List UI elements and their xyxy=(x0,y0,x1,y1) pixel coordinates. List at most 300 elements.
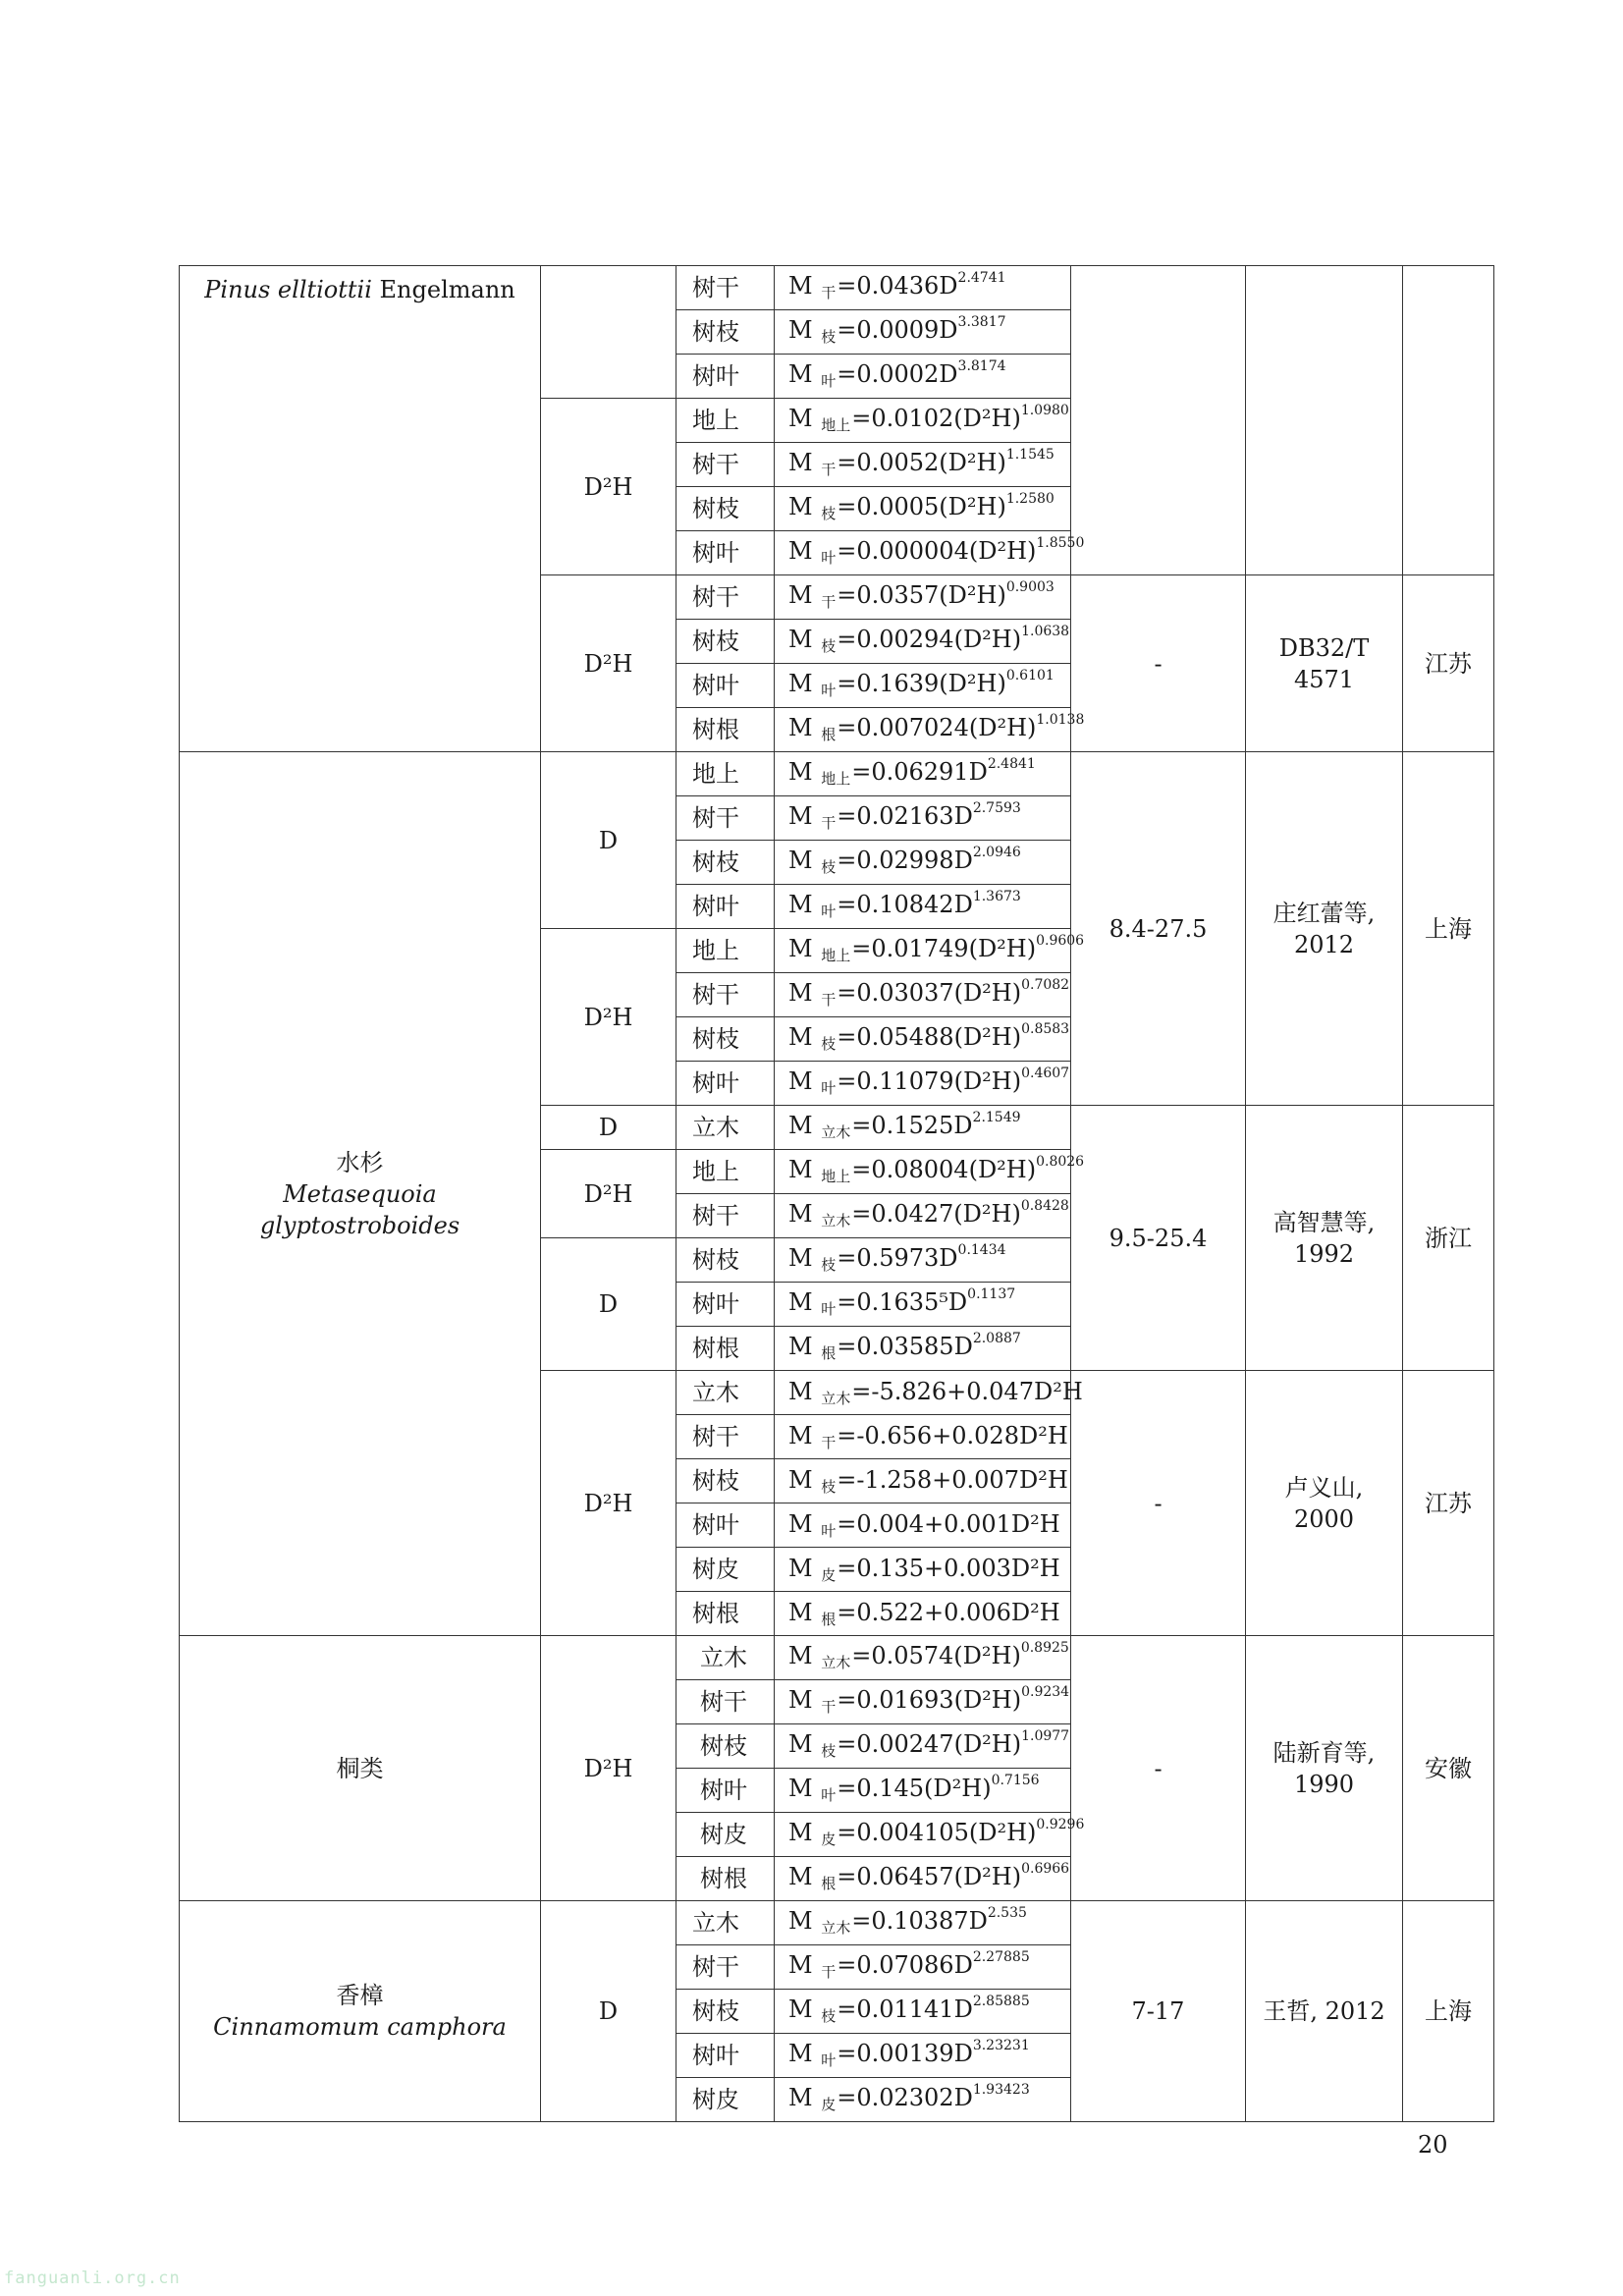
equation-cell xyxy=(775,443,1071,487)
equation-cell xyxy=(775,2078,1071,2122)
part-cell: 树干 xyxy=(676,266,775,310)
equation-cell xyxy=(775,1813,1085,1857)
part-cell: 树叶 xyxy=(676,2034,775,2078)
dbh-range-cell xyxy=(1071,1636,1246,1901)
equation-cell xyxy=(775,1945,1071,1990)
region-cell: 安徽 xyxy=(1403,1636,1494,1901)
equation-body: =0.07086D xyxy=(837,1951,973,1979)
equation-body: =0.00294(D²H) xyxy=(837,626,1022,653)
equation-body: =0.10842D xyxy=(837,891,973,918)
equation-body: =0.145(D²H) xyxy=(837,1775,992,1802)
equation-cell xyxy=(775,796,1071,841)
equation-subscript: 枝 xyxy=(821,2007,837,2025)
part-cell: 树叶 xyxy=(676,355,775,399)
equation-cell xyxy=(775,1636,1071,1680)
variable-cell: D²H xyxy=(541,399,676,575)
equation-cell xyxy=(775,1283,1071,1327)
part-cell: 地上 xyxy=(676,929,775,973)
equation-exponent: 0.6966 xyxy=(1021,1861,1070,1877)
species-latin-genus: Pinus elltiottii xyxy=(204,276,372,303)
equation-cell xyxy=(775,575,1071,620)
equation-subscript: 根 xyxy=(821,726,837,743)
region-cell: 浙江 xyxy=(1403,1106,1494,1371)
equation-symbol: M xyxy=(788,1863,821,1890)
equation-exponent: 1.3673 xyxy=(972,889,1021,904)
equation-cell xyxy=(775,929,1085,973)
equation-exponent: 2.85885 xyxy=(972,1994,1030,2009)
equation-cell xyxy=(775,885,1071,929)
equation-subscript: 立木 xyxy=(821,1654,851,1671)
region-cell: 江苏 xyxy=(1403,1371,1494,1636)
source-text: 庄红蕾等, xyxy=(1272,899,1376,927)
variable-cell: D²H xyxy=(541,575,676,752)
equation-exponent: 0.8925 xyxy=(1020,1640,1069,1656)
equation-cell xyxy=(775,531,1085,575)
equation-body: =-0.656+0.028D²H xyxy=(837,1421,1068,1449)
equation-symbol: M xyxy=(788,1775,821,1802)
equation-exponent: 1.93423 xyxy=(972,2082,1030,2098)
equation-body: =0.0102(D²H) xyxy=(851,405,1021,432)
dbh-range-cell xyxy=(1071,1371,1246,1636)
species-cell xyxy=(180,752,541,1636)
equation-body: =0.5973D xyxy=(837,1244,958,1272)
dbh-range-text: 9.5-25.4 xyxy=(1109,1224,1208,1252)
equation-body: =0.11079(D²H) xyxy=(837,1067,1022,1095)
equation-subscript: 皮 xyxy=(821,2096,837,2113)
watermark: fanguanli.org.cn xyxy=(4,2269,181,2288)
equation-cell xyxy=(775,266,1071,310)
equation-symbol: M xyxy=(788,670,821,697)
part-cell: 树枝 xyxy=(676,1724,775,1769)
equation-cell xyxy=(775,1503,1071,1548)
equation-subscript: 根 xyxy=(821,1610,837,1628)
part-cell: 树根 xyxy=(676,1592,775,1636)
equation-subscript: 叶 xyxy=(821,549,837,567)
equation-exponent: 2.1549 xyxy=(972,1110,1021,1125)
equation-subscript: 叶 xyxy=(821,1521,837,1540)
equation-subscript: 立木 xyxy=(821,1389,851,1407)
region-cell xyxy=(1403,266,1494,575)
equation-exponent: 0.7082 xyxy=(1021,977,1070,993)
part-cell: 树枝 xyxy=(676,841,775,885)
equation-symbol: M xyxy=(788,1598,821,1626)
equation-exponent: 0.8583 xyxy=(1021,1021,1070,1037)
source-cell xyxy=(1246,575,1403,752)
equation-exponent: 1.2580 xyxy=(1005,491,1055,507)
equation-body: =0.135+0.003D²H xyxy=(837,1554,1060,1582)
equation-subscript: 枝 xyxy=(821,637,837,655)
part-cell: 立木 xyxy=(676,1901,775,1945)
part-cell: 地上 xyxy=(676,752,775,796)
equation-exponent: 2.0887 xyxy=(972,1331,1021,1346)
part-cell: 树枝 xyxy=(676,487,775,531)
equation-cell xyxy=(775,1017,1071,1062)
equation-subscript: 叶 xyxy=(821,682,837,699)
equation-symbol: M xyxy=(788,802,821,830)
equation-symbol: M xyxy=(788,626,821,653)
part-cell: 树根 xyxy=(676,1327,775,1371)
part-cell: 树枝 xyxy=(676,1238,775,1283)
equation-body: =0.03037(D²H) xyxy=(837,979,1022,1007)
part-cell: 树皮 xyxy=(676,1548,775,1592)
equation-symbol: M xyxy=(788,493,821,520)
equation-exponent: 2.535 xyxy=(987,1905,1027,1921)
source-text: DB32/T xyxy=(1278,633,1370,662)
equation-exponent: 1.1545 xyxy=(1005,447,1055,463)
source-cell xyxy=(1246,1106,1403,1371)
source-text: 卢义山, xyxy=(1284,1473,1364,1502)
equation-body: =-5.826+0.047D²H xyxy=(851,1377,1083,1405)
equation-body: =0.01693(D²H) xyxy=(837,1686,1022,1714)
equation-cell xyxy=(775,1990,1071,2034)
source-text: 4571 xyxy=(1293,665,1355,693)
equation-symbol: M xyxy=(788,714,821,741)
equation-exponent: 0.9606 xyxy=(1036,933,1085,949)
variable-cell: D²H xyxy=(541,1150,676,1238)
equation-body: =0.06457(D²H) xyxy=(837,1863,1022,1890)
equation-exponent: 0.9296 xyxy=(1036,1817,1085,1832)
table-row xyxy=(180,1901,1494,1945)
equation-cell xyxy=(775,2034,1071,2078)
equation-subscript: 根 xyxy=(821,1875,837,1892)
equation-exponent: 3.23231 xyxy=(972,2038,1030,2053)
equation-body: =0.05488(D²H) xyxy=(837,1023,1022,1051)
equation-symbol: M xyxy=(788,316,821,344)
equation-exponent: 3.8174 xyxy=(957,358,1006,374)
equation-symbol: M xyxy=(788,1421,821,1449)
part-cell: 树干 xyxy=(676,1680,775,1724)
species-cell xyxy=(180,1636,541,1901)
equation-exponent: 2.0946 xyxy=(972,845,1021,860)
dbh-range-cell xyxy=(1071,1106,1246,1371)
equation-body: =0.08004(D²H) xyxy=(851,1156,1037,1183)
equation-symbol: M xyxy=(788,891,821,918)
equation-cell xyxy=(775,1194,1071,1238)
dbh-range-text: - xyxy=(1154,1754,1163,1782)
equation-symbol: M xyxy=(788,1554,821,1582)
equation-body: =0.0436D xyxy=(837,272,958,300)
equation-exponent: 2.4841 xyxy=(987,756,1036,772)
source-text: 2000 xyxy=(1293,1504,1355,1533)
equation-cell xyxy=(775,1238,1071,1283)
species-latin-authority: Engelmann xyxy=(371,276,515,303)
equation-body: =0.06291D xyxy=(851,758,988,786)
equation-subscript: 干 xyxy=(821,593,837,611)
equation-cell xyxy=(775,399,1071,443)
equation-subscript: 枝 xyxy=(821,1035,837,1053)
equation-cell xyxy=(775,1327,1071,1371)
equation-symbol: M xyxy=(788,272,821,300)
equation-cell xyxy=(775,1062,1071,1106)
equation-cell xyxy=(775,1415,1071,1459)
equation-symbol: M xyxy=(788,1951,821,1979)
variable-cell: D²H xyxy=(541,929,676,1106)
equation-subscript: 枝 xyxy=(821,1256,837,1274)
part-cell: 树枝 xyxy=(676,620,775,664)
region-cell: 上海 xyxy=(1403,1901,1494,2122)
equation-cell xyxy=(775,664,1071,708)
equation-subscript: 根 xyxy=(821,1344,837,1362)
part-cell: 树皮 xyxy=(676,1813,775,1857)
equation-body: =0.000004(D²H) xyxy=(837,537,1037,565)
equation-body: =0.0002D xyxy=(837,360,958,388)
equation-symbol: M xyxy=(788,360,821,388)
part-cell: 树根 xyxy=(676,1857,775,1901)
equation-cell xyxy=(775,841,1071,885)
source-text: 1990 xyxy=(1293,1770,1355,1798)
equation-subscript: 枝 xyxy=(821,505,837,522)
equation-symbol: M xyxy=(788,1288,821,1316)
equation-subscript: 立木 xyxy=(821,1123,851,1141)
equation-symbol: M xyxy=(788,847,821,874)
part-cell: 树枝 xyxy=(676,1017,775,1062)
equation-symbol: M xyxy=(788,2040,821,2067)
table-row xyxy=(180,266,1494,310)
species-name: 桐类 xyxy=(336,1754,384,1782)
equation-subscript: 干 xyxy=(821,284,837,301)
equation-symbol: M xyxy=(788,405,821,432)
dbh-range-text: - xyxy=(1154,1489,1163,1517)
equation-symbol: M xyxy=(788,1023,821,1051)
equation-exponent: 1.0638 xyxy=(1021,624,1070,639)
table-row xyxy=(180,1636,1494,1680)
equation-subscript: 枝 xyxy=(821,858,837,876)
equation-subscript: 皮 xyxy=(821,1831,837,1848)
equation-body: =0.0357(D²H) xyxy=(837,581,1006,609)
species-cell xyxy=(180,1901,541,2122)
equation-symbol: M xyxy=(788,537,821,565)
equation-subscript: 干 xyxy=(821,461,837,478)
part-cell: 树干 xyxy=(676,1415,775,1459)
equation-symbol: M xyxy=(788,1333,821,1360)
part-cell: 树干 xyxy=(676,1945,775,1990)
part-cell: 树叶 xyxy=(676,1503,775,1548)
equation-subscript: 叶 xyxy=(821,372,837,390)
equation-exponent: 0.6101 xyxy=(1005,668,1055,683)
equation-cell xyxy=(775,487,1071,531)
equation-subscript: 地上 xyxy=(821,947,851,964)
equation-body: =0.02998D xyxy=(837,847,973,874)
part-cell: 立木 xyxy=(676,1371,775,1415)
equation-subscript: 干 xyxy=(821,1963,837,1981)
equation-cell xyxy=(775,1150,1085,1194)
equation-exponent: 2.4741 xyxy=(957,270,1006,286)
source-text: 2012 xyxy=(1293,930,1355,958)
part-cell: 树叶 xyxy=(676,1062,775,1106)
equation-body: =0.1635⁵D xyxy=(837,1288,968,1316)
equation-symbol: M xyxy=(788,1730,821,1758)
equation-body: =0.0427(D²H) xyxy=(851,1200,1021,1228)
equation-body: =0.004+0.001D²H xyxy=(837,1509,1060,1538)
species-name: 水杉 xyxy=(336,1148,384,1176)
species-cell xyxy=(180,266,541,752)
equation-symbol: M xyxy=(788,1465,821,1494)
source-text: 1992 xyxy=(1293,1239,1355,1268)
equation-subscript: 枝 xyxy=(821,1742,837,1760)
equation-symbol: M xyxy=(788,1686,821,1714)
part-cell: 树干 xyxy=(676,973,775,1017)
table-row xyxy=(180,752,1494,796)
equation-exponent: 0.4607 xyxy=(1021,1066,1070,1081)
equation-body: =0.00139D xyxy=(837,2040,973,2067)
equation-exponent: 3.3817 xyxy=(957,314,1006,330)
equation-cell xyxy=(775,752,1071,796)
equation-cell xyxy=(775,1680,1071,1724)
equation-cell xyxy=(775,310,1071,355)
equation-body: =0.1525D xyxy=(851,1112,973,1139)
equation-symbol: M xyxy=(788,2084,821,2111)
biomass-equation-table xyxy=(179,265,1494,2122)
equation-symbol: M xyxy=(788,758,821,786)
equation-body: =0.01749(D²H) xyxy=(851,935,1037,962)
equation-symbol: M xyxy=(788,1642,821,1669)
equation-cell xyxy=(775,973,1071,1017)
source-cell xyxy=(1246,266,1403,575)
variable-cell: D xyxy=(541,1238,676,1371)
variable-cell: D xyxy=(541,1106,676,1150)
dbh-range-text: 8.4-27.5 xyxy=(1109,914,1208,943)
dbh-range-cell xyxy=(1071,1901,1246,2122)
part-cell: 树干 xyxy=(676,443,775,487)
part-cell: 树干 xyxy=(676,575,775,620)
equation-symbol: M xyxy=(788,1156,821,1183)
equation-body: =0.0574(D²H) xyxy=(851,1642,1021,1669)
part-cell: 地上 xyxy=(676,399,775,443)
part-cell: 树干 xyxy=(676,1194,775,1238)
equation-body: =0.01141D xyxy=(837,1995,973,2023)
equation-body: =0.522+0.006D²H xyxy=(837,1598,1060,1626)
equation-exponent: 2.27885 xyxy=(972,1949,1030,1965)
variable-cell: D²H xyxy=(541,1371,676,1636)
equation-cell xyxy=(775,1548,1071,1592)
equation-symbol: M xyxy=(788,1907,821,1935)
equation-body: =0.02302D xyxy=(837,2084,973,2111)
dbh-range-text: 7-17 xyxy=(1131,1997,1185,2025)
equation-cell xyxy=(775,1857,1071,1901)
dbh-range-cell xyxy=(1071,266,1246,575)
part-cell: 立木 xyxy=(676,1106,775,1150)
equation-symbol: M xyxy=(788,1200,821,1228)
equation-exponent: 0.1137 xyxy=(967,1286,1016,1302)
equation-subscript: 枝 xyxy=(821,1477,837,1496)
equation-exponent: 1.0977 xyxy=(1021,1728,1070,1744)
variable-cell: D xyxy=(541,752,676,929)
part-cell: 树枝 xyxy=(676,1990,775,2034)
source-text: 陆新育等, xyxy=(1272,1738,1376,1767)
source-cell xyxy=(1246,752,1403,1106)
equation-symbol: M xyxy=(788,935,821,962)
equation-cell xyxy=(775,708,1085,752)
equation-subscript: 地上 xyxy=(821,1168,851,1185)
variable-cell xyxy=(541,266,676,399)
equation-exponent: 0.9234 xyxy=(1021,1684,1070,1700)
equation-symbol: M xyxy=(788,979,821,1007)
part-cell: 树皮 xyxy=(676,2078,775,2122)
equation-symbol: M xyxy=(788,1112,821,1139)
source-cell xyxy=(1246,1901,1403,2122)
variable-cell: D xyxy=(541,1901,676,2122)
equation-cell xyxy=(775,355,1071,399)
variable-cell: D²H xyxy=(541,1636,676,1901)
source-cell xyxy=(1246,1636,1403,1901)
region-cell: 江苏 xyxy=(1403,575,1494,752)
dbh-range-cell xyxy=(1071,575,1246,752)
equation-cell xyxy=(775,620,1071,664)
part-cell: 树叶 xyxy=(676,885,775,929)
species-latin-name: Metasequoia glyptostroboides xyxy=(259,1179,460,1239)
equation-subscript: 叶 xyxy=(821,2051,837,2069)
equation-body: =0.004105(D²H) xyxy=(837,1819,1037,1846)
equation-cell xyxy=(775,1459,1071,1503)
equation-body: =0.007024(D²H) xyxy=(837,714,1037,741)
species-name: 香樟 xyxy=(336,1982,384,2009)
equation-exponent: 0.8026 xyxy=(1036,1154,1085,1170)
equation-cell xyxy=(775,1769,1071,1813)
part-cell: 树枝 xyxy=(676,310,775,355)
equation-subscript: 叶 xyxy=(821,1786,837,1804)
equation-subscript: 叶 xyxy=(821,1300,837,1318)
source-cell xyxy=(1246,1371,1403,1636)
equation-symbol: M xyxy=(788,1377,821,1405)
equation-symbol: M xyxy=(788,1995,821,2023)
dbh-range-text: - xyxy=(1154,649,1163,678)
part-cell: 地上 xyxy=(676,1150,775,1194)
equation-subscript: 叶 xyxy=(821,1079,837,1097)
equation-subscript: 干 xyxy=(821,1698,837,1716)
equation-subscript: 皮 xyxy=(821,1565,837,1584)
source-text: 王哲, 2012 xyxy=(1263,1997,1385,2025)
equation-exponent: 1.0980 xyxy=(1020,403,1069,418)
dbh-range-cell xyxy=(1071,752,1246,1106)
part-cell: 树叶 xyxy=(676,1769,775,1813)
equation-body: =0.00247(D²H) xyxy=(837,1730,1022,1758)
equation-symbol: M xyxy=(788,1244,821,1272)
equation-subscript: 地上 xyxy=(821,770,851,788)
part-cell: 树叶 xyxy=(676,531,775,575)
species-latin-name: Cinnamomum camphora xyxy=(213,2013,507,2041)
equation-symbol: M xyxy=(788,1509,821,1538)
equation-symbol: M xyxy=(788,581,821,609)
species-latin-name xyxy=(180,274,540,305)
equation-subscript: 叶 xyxy=(821,902,837,920)
equation-body: =0.02163D xyxy=(837,802,973,830)
equation-exponent: 0.1434 xyxy=(957,1242,1006,1258)
equation-symbol: M xyxy=(788,449,821,476)
part-cell: 树根 xyxy=(676,708,775,752)
equation-subscript: 立木 xyxy=(821,1212,851,1230)
equation-subscript: 立木 xyxy=(821,1919,851,1937)
equation-subscript: 地上 xyxy=(821,416,851,434)
equation-subscript: 干 xyxy=(821,814,837,832)
part-cell: 树叶 xyxy=(676,664,775,708)
equation-exponent: 1.0138 xyxy=(1036,712,1085,728)
equation-subscript: 枝 xyxy=(821,328,837,346)
equation-cell xyxy=(775,1901,1071,1945)
equation-body: =0.1639(D²H) xyxy=(837,670,1006,697)
equation-subscript: 干 xyxy=(821,991,837,1009)
page-number: 20 xyxy=(1418,2131,1448,2159)
equation-exponent: 0.8428 xyxy=(1020,1198,1069,1214)
equation-body: =0.0009D xyxy=(837,316,958,344)
part-cell: 树干 xyxy=(676,796,775,841)
equation-exponent: 0.9003 xyxy=(1005,579,1055,595)
equation-cell xyxy=(775,1724,1071,1769)
equation-body: =0.03585D xyxy=(837,1333,973,1360)
equation-body: =0.0052(D²H) xyxy=(837,449,1006,476)
equation-body: =-1.258+0.007D²H xyxy=(837,1465,1068,1494)
equation-exponent: 2.7593 xyxy=(972,800,1021,816)
equation-body: =0.10387D xyxy=(851,1907,988,1935)
